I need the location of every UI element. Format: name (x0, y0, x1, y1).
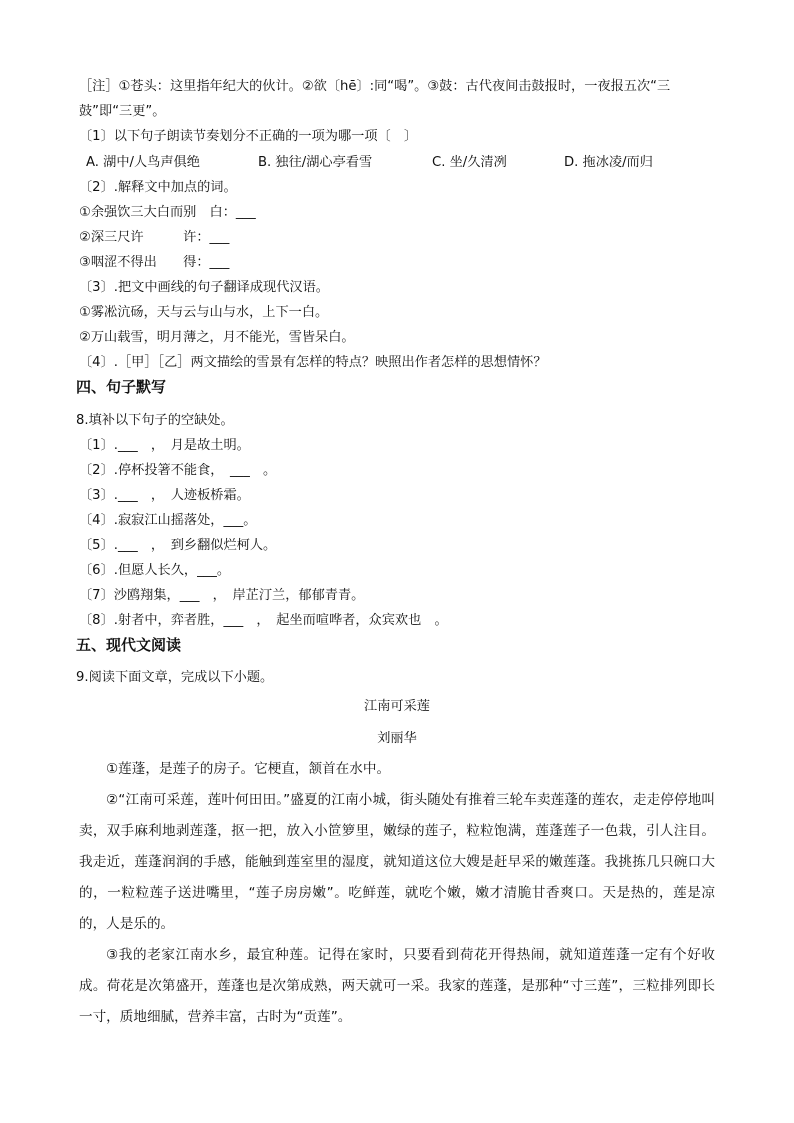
option-b: B. 独往/湖心亭看雪 (258, 155, 373, 170)
fill-item-6: 〔6〕.但愿人长久，___。 (79, 563, 231, 578)
article-paragraph-2: ②“江南可采莲，莲叶何田田。”盛夏的江南小城，街头随处有推着三轮车卖莲蓬的莲农，走走停停地叫卖，双手麻利地剥莲蓬，抠一把，放入小笸箩里，嫩绿的莲子，粒粒饱满，莲蓬莲子一色栽，引人注目。我走近，莲蓬润润的手感，能触到莲室里的湿度，就知道这位大嫂是赶早采的嫩莲蓬。我挑拣几只碗口大的，一粒粒莲子送进嘴里，“莲子房房嫩”。吃鲜莲，就吃个嫩，嫩才清脆甘香爽口。天是热的，莲是凉的，人是乐的。 (79, 792, 715, 932)
fill-item-8: 〔8〕.射者中，弈者胜，___ ， 起坐而喧哗者，众宾欢也 。 (79, 613, 448, 628)
translate-item-2: ②万山载雪，明月薄之，月不能光，雪皆呆白。 (79, 330, 355, 345)
question-7-3: 〔3〕.把文中画线的句子翻译成现代汉语。 (79, 280, 329, 295)
fill-item-2: 〔2〕.停杯投箸不能食， ___ 。 (79, 463, 277, 478)
fill-item-5: 〔5〕.___ ， 到乡翻似烂柯人。 (79, 538, 277, 553)
fill-item-3: 〔3〕.___ ， 人迹板桥霜。 (79, 488, 250, 503)
question-7-2: 〔2〕.解释文中加点的词。 (79, 180, 237, 195)
note-line-2: 鼓”即“三更”。 (79, 104, 166, 119)
fill-item-7: 〔7〕沙鸥翔集，___ ， 岸芷汀兰，郁郁青青。 (79, 588, 365, 603)
note-line-1: ［注］①苍头：这里指年纪大的伙计。②欲〔hē〕:同“喝”。③鼓：古代夜间击鼓报时，一夜报五次“三 (79, 79, 671, 94)
option-d: D. 拖冰凌/而归 (564, 155, 653, 170)
word-item-2: ②深三尺许 许：___ (79, 230, 230, 245)
question-7-1: 〔1〕以下句子朗读节奏划分不正确的一项为哪一项〔 〕 (79, 129, 418, 144)
fill-item-1: 〔1〕.___ ， 月是故土明。 (79, 438, 250, 453)
section-4-intro: 8.填补以下句子的空缺处。 (76, 413, 234, 428)
article-paragraph-1: ①莲蓬，是莲子的房子。它梗直，颔首在水中。 (106, 761, 391, 777)
section-4-heading: 四、句子默写 (76, 378, 167, 396)
translate-item-1: ①雾凇沆砀，天与云与山与水，上下一白。 (79, 305, 329, 320)
section-5-intro: 9.阅读下面文章，完成以下小题。 (76, 670, 274, 685)
article-paragraph-3: ③我的老家江南水乡，最宜种莲。记得在家时，只要看到荷花开得热闹，就知道莲蓬一定有个好收成。荷花是次第盛开，莲蓬也是次第成熟，两天就可一采。我家的莲蓬，是那种“寸三莲”，三粒排列即长一寸，质地细腻，营养丰富，古时为“贡莲”。 (79, 947, 715, 1025)
question-7-4: 〔4〕.［甲］［乙］两文描绘的雪景有怎样的特点？映照出作者怎样的思想情怀？ (79, 355, 547, 370)
option-c: C. 坐/久清冽 (432, 155, 507, 170)
option-a: A. 湖中/人鸟声俱绝 (86, 155, 200, 170)
article-title: 江南可采莲 (364, 699, 430, 714)
section-5-heading: 五、现代文阅读 (76, 636, 182, 654)
word-item-3: ③咽涩不得出 得：___ (79, 255, 230, 270)
article-author: 刘丽华 (377, 731, 417, 746)
fill-item-4: 〔4〕.寂寂江山摇落处，___。 (79, 513, 257, 528)
word-item-1: ①余强饮三大白而别 白：___ (79, 205, 256, 220)
